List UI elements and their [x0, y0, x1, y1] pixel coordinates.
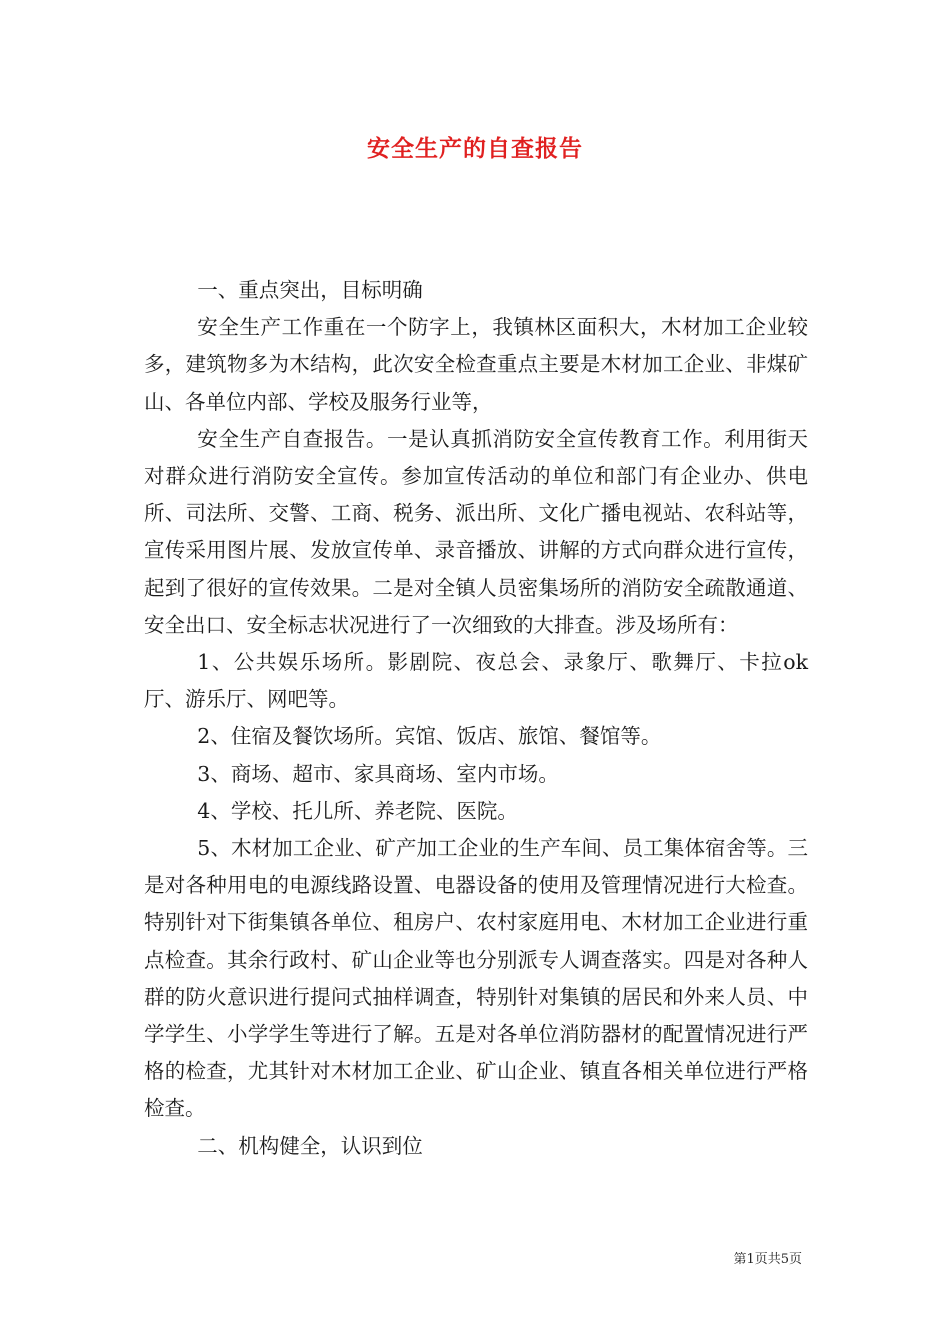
list-item: 1、公共娱乐场所。影剧院、夜总会、录象厅、歌舞厅、卡拉ok厅、游乐厅、网吧等。 [144, 650, 808, 712]
paragraph: 安全生产自查报告。一是认真抓消防安全宣传教育工作。利用街天对群众进行消防安全宣传。参加宣传活动的单位和部门有企业办、供电所、司法所、交警、工商、税务、派出所、文化广播电视站、农科站等，宣传采用图片展、发放宣传单、录音播放、讲解的方式向群众进行宣传，起到了很好的宣传效果。二是对全镇人员密集场所的消防安全疏散通道、安全出口、安全标志状况进行了一次细致的大排查。涉及场所有： [144, 426, 808, 637]
list-item: 4、学校、托儿所、养老院、医院。 [197, 798, 518, 823]
document-body [144, 272, 808, 1165]
section-heading: 一、重点突出，目标明确 [197, 278, 423, 302]
list-item: 3、商场、超市、家具商场、室内市场。 [197, 761, 559, 786]
page-number: 第1页共5页 [733, 1252, 802, 1267]
section-heading: 二、机构健全，认识到位 [197, 1133, 423, 1158]
list-item: 2、住宿及餐饮场所。宾馆、饭店、旅馆、餐馆等。 [197, 724, 662, 749]
document-title: 安全生产的自查报告 [367, 135, 583, 162]
paragraph: 安全生产工作重在一个防字上，我镇林区面积大，木材加工企业较多，建筑物多为木结构，此次安全检查重点主要是木材加工企业、非煤矿山、各单位内部、学校及服务行业等， [144, 315, 808, 414]
list-item: 5、木材加工企业、矿产加工企业的生产车间、员工集体宿舍等。三是对各种用电的电源线路设置、电器设备的使用及管理情况进行大检查。特别针对下街集镇各单位、租房户、农村家庭用电、木材加工企业进行重点检查。其余行政村、矿山企业等也分别派专人调查落实。四是对各种人群的防火意识进行提问式抽样调查，特别针对集镇的居民和外来人员、中学学生、小学学生等进行了解。五是对各单位消防器材的配置情况进行严格的检查，尤其针对木材加工企业、矿山企业、镇直各相关单位进行严格检查。 [144, 836, 808, 1121]
